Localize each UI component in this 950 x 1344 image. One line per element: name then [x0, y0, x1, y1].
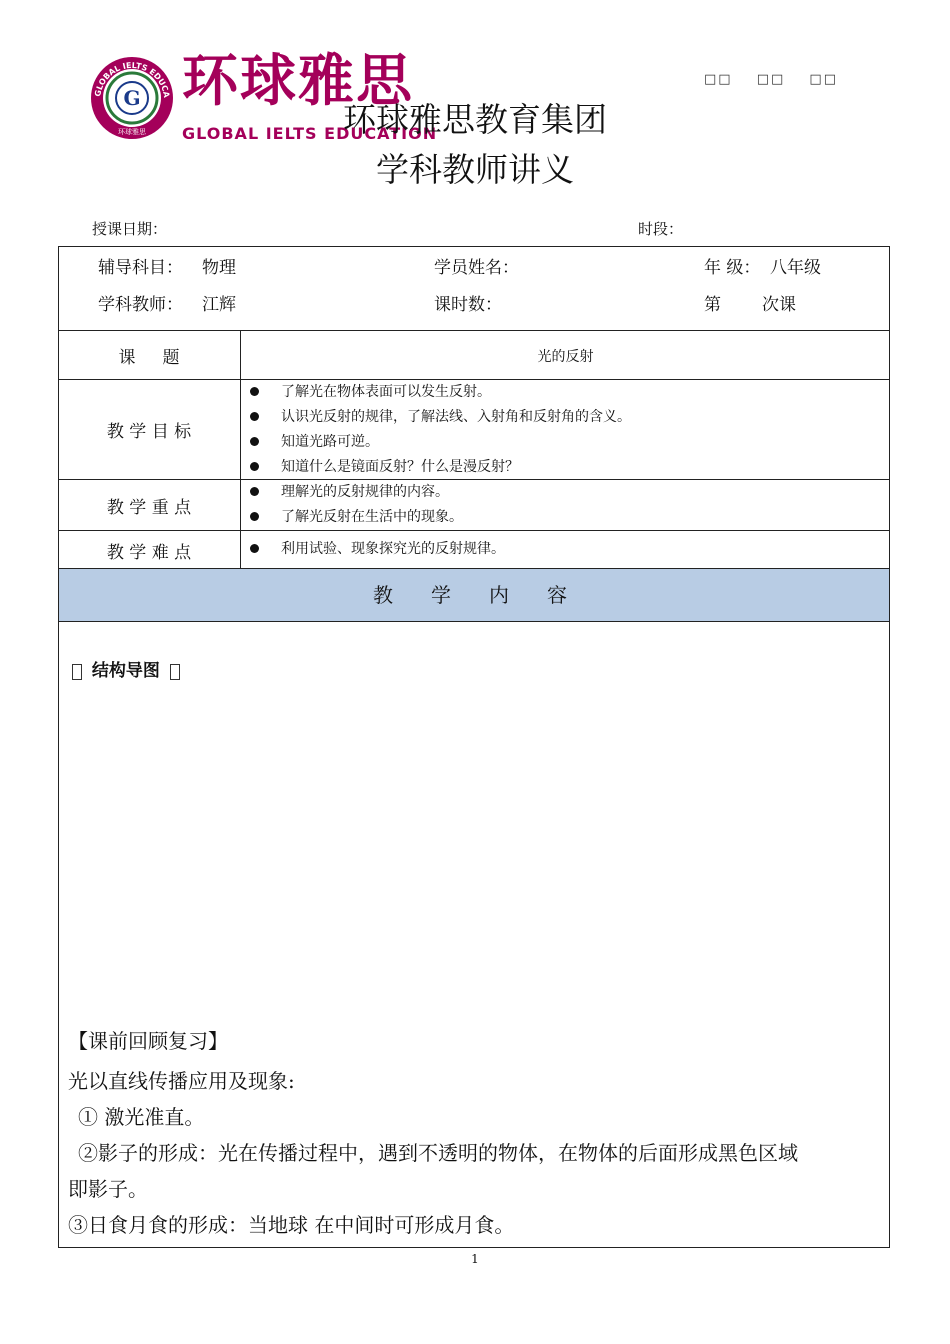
difficulties-label: 教 学 难 点 [106, 543, 192, 563]
list-item: 理解光的反射规律的内容。 [250, 480, 463, 505]
period-label: 时段： [638, 220, 684, 238]
placeholder-box-icon [72, 664, 82, 680]
list-item: 认识光反射的规律，了解法线、入射角和反射角的含义。 [250, 405, 631, 430]
structure-heading [68, 656, 184, 681]
header-mark: □□ [756, 72, 786, 87]
objectives-label: 教 学 目 标 [106, 422, 192, 442]
header-mark: □□ [703, 72, 733, 87]
document-title: 环球雅思教育集团 [343, 100, 607, 139]
review-heading: 【课前回顾复习】 [68, 1029, 228, 1053]
teacher-label: 学科教师： [98, 295, 183, 315]
page-number: 1 [471, 1252, 479, 1266]
list-item: 了解光反射在生活中的现象。 [250, 505, 463, 530]
grade-label: 年 级： [704, 258, 761, 278]
table-divider [58, 330, 890, 331]
date-label: 授课日期： [92, 220, 168, 238]
seal-ring-text: GLOBAL IELTS EDUCA [93, 60, 171, 98]
teacher-value: 江辉 [202, 295, 236, 315]
bullet-icon [250, 412, 259, 421]
list-item: 知道什么是镜面反射？什么是漫反射？ [250, 455, 631, 480]
header-marks [686, 72, 838, 87]
difficulties-list [250, 537, 505, 562]
placeholder-box-icon [170, 664, 180, 680]
student-label: 学员姓名： [434, 258, 519, 278]
bullet-icon [250, 512, 259, 521]
review-line-1: ① 激光准直。 [78, 1105, 205, 1129]
seal-letter: G [123, 86, 141, 110]
structure-title: 结构导图 [91, 661, 160, 681]
session-suffix: 次课 [762, 295, 796, 315]
review-line-3: ③日食月食的形成：当地球 在中间时可形成月食。 [68, 1213, 515, 1237]
session-label: 第 [704, 295, 721, 315]
document-subtitle: 学科教师讲义 [376, 150, 574, 189]
bullet-icon [250, 544, 259, 553]
bullet-icon [250, 437, 259, 446]
list-item: 知道光路可逆。 [250, 430, 631, 455]
key-points-label: 教 学 重 点 [106, 498, 192, 518]
bullet-icon [250, 387, 259, 396]
seal-cn-text: 环球雅思 [118, 128, 146, 136]
review-line-2: ②影子的形成：光在传播过程中，遇到不透明的物体，在物体的后面形成黑色区域 [78, 1141, 798, 1165]
review-line-2-cont: 即影子。 [68, 1177, 148, 1201]
bullet-icon [250, 462, 259, 471]
grade-value: 八年级 [770, 258, 821, 278]
logo-english-name: GLOBAL IELTS EDUCATION [182, 124, 438, 143]
subject-label: 辅导科目： [98, 258, 183, 278]
content-band-title: 教学内容 [373, 583, 605, 607]
key-points-list [250, 480, 463, 530]
list-item: 利用试验、现象探究光的反射规律。 [250, 537, 505, 562]
table-divider [58, 621, 890, 622]
bullet-icon [250, 487, 259, 496]
list-item: 了解光在物体表面可以发生反射。 [250, 380, 631, 405]
hours-label: 课时数： [434, 295, 502, 315]
subject-value: 物理 [202, 258, 236, 278]
topic-value: 光的反射 [537, 349, 594, 365]
logo-chinese-name: 环球雅思 [182, 49, 414, 114]
topic-label: 课 题 [118, 348, 180, 368]
review-intro: 光以直线传播应用及现象: [68, 1069, 295, 1093]
objectives-list [250, 380, 631, 480]
header-mark: □□ [809, 72, 838, 87]
table-divider [58, 530, 890, 531]
